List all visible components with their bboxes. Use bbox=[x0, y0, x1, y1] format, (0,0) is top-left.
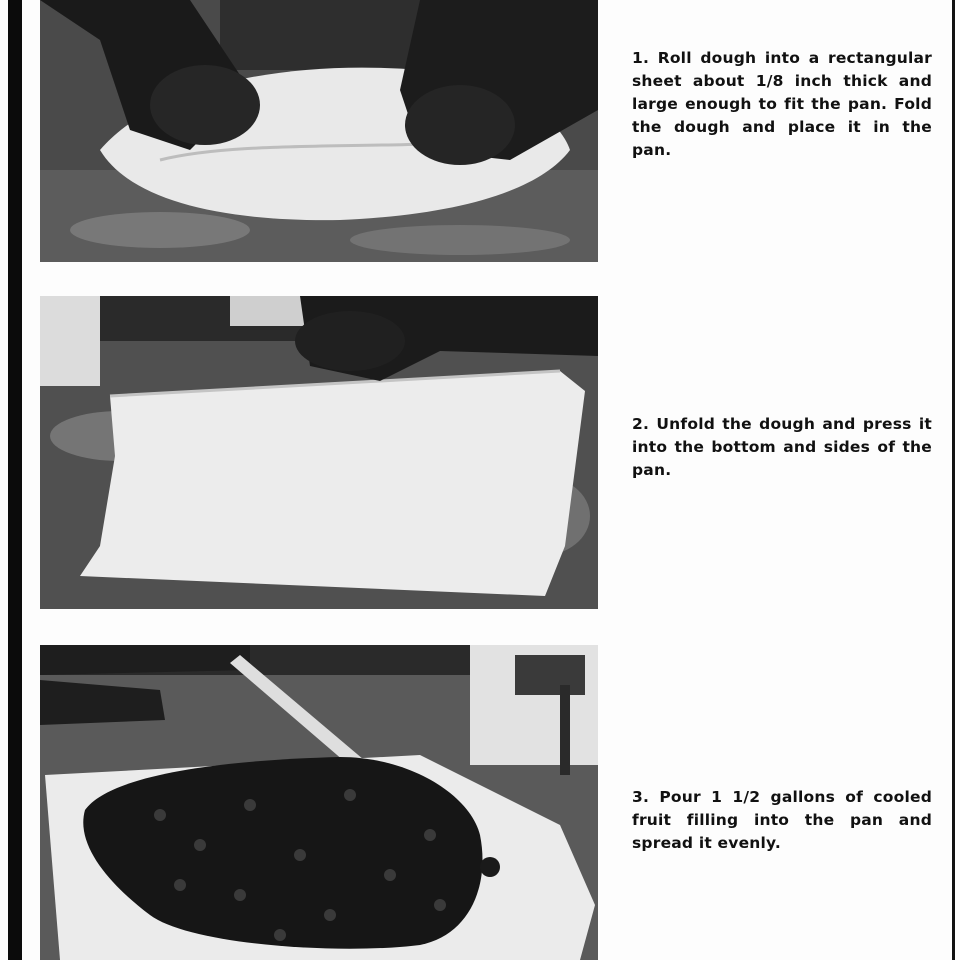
photo-unfold-dough bbox=[40, 296, 598, 609]
step-2-text: 2. Unfold the dough and press it into the bottom and sides of the pan. bbox=[632, 415, 932, 479]
step-3-text: 3. Pour 1 1/2 gallons of cooled fruit filling into the pan and spread it evenly. bbox=[632, 788, 932, 852]
page-left-border bbox=[8, 0, 22, 960]
photo-pour-filling bbox=[40, 645, 598, 960]
step-1-text: 1. Roll dough into a rectangular sheet about 1/8 inch thick and large enough to fit the pan. Fold the dough and place it in the pan. bbox=[632, 49, 932, 159]
photo-roll-dough bbox=[40, 0, 598, 262]
page-right-border bbox=[952, 0, 955, 960]
